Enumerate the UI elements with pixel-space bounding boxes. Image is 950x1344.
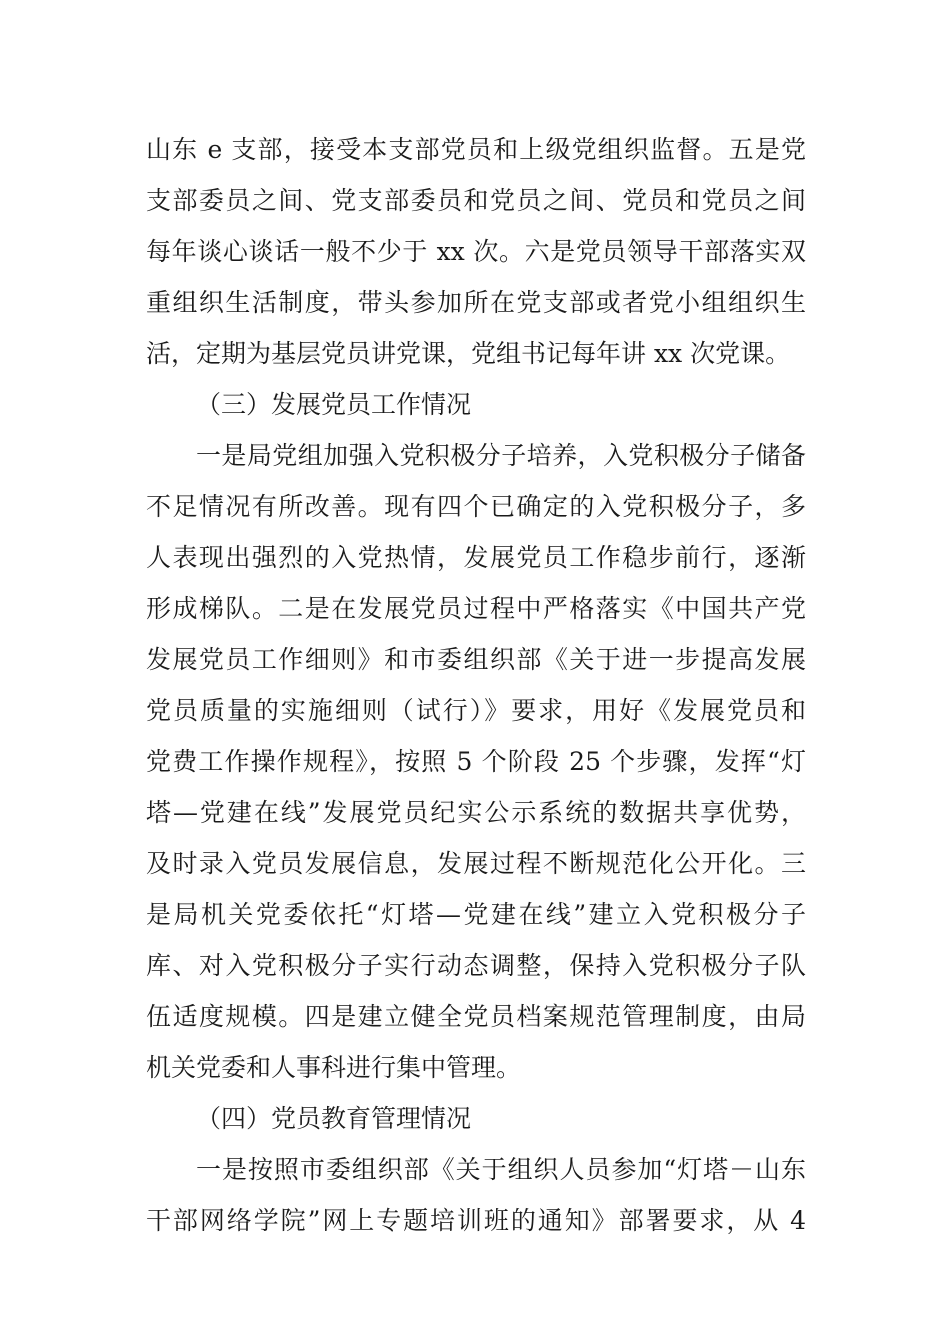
text-line: 重组织生活制度，带头参加所在党支部或者党小组组织生: [146, 288, 806, 317]
section-heading: （四）党员教育管理情况: [196, 1104, 472, 1133]
text-line: 是局机关党委依托“灯塔—党建在线”建立入党积极分子: [146, 900, 806, 929]
section-heading: （三）发展党员工作情况: [196, 390, 472, 419]
text-line: 干部网络学院”网上专题培训班的通知》部署要求，从 4: [146, 1206, 806, 1235]
document-body: [146, 124, 806, 1246]
text-line: 塔—党建在线”发展党员纪实公示系统的数据共享优势，: [146, 798, 806, 827]
text-line: 党员质量的实施细则（试行）》要求，用好《发展党员和: [146, 696, 806, 725]
text-line: 活，定期为基层党员讲党课，党组书记每年讲 xx 次党课。: [146, 339, 791, 368]
text-line: 形成梯队。二是在发展党员过程中严格落实《中国共产党: [146, 594, 806, 623]
text-line: 支部委员之间、党支部委员和党员之间、党员和党员之间: [146, 186, 806, 215]
text-line: 一是按照市委组织部《关于组织人员参加“灯塔－山东: [196, 1155, 806, 1184]
text-line: 人表现出强烈的入党热情，发展党员工作稳步前行，逐渐: [146, 543, 806, 572]
text-line: 每年谈心谈话一般不少于 xx 次。六是党员领导干部落实双: [146, 237, 806, 266]
text-line: 党费工作操作规程》，按照 5 个阶段 25 个步骤，发挥“灯: [146, 747, 806, 776]
text-line: 伍适度规模。四是建立健全党员档案规范管理制度，由局: [146, 1002, 806, 1031]
text-line: 不足情况有所改善。现有四个已确定的入党积极分子，多: [146, 492, 806, 521]
text-line: 山东 e 支部，接受本支部党员和上级党组织监督。五是党: [146, 135, 806, 164]
text-line: 发展党员工作细则》和市委组织部《关于进一步提高发展: [146, 645, 806, 674]
text-line: 及时录入党员发展信息，发展过程不断规范化公开化。三: [146, 849, 806, 878]
text-line: 机关党委和人事科进行集中管理。: [146, 1053, 522, 1082]
text-line: 一是局党组加强入党积极分子培养，入党积极分子储备: [196, 441, 806, 470]
text-line: 库、对入党积极分子实行动态调整，保持入党积极分子队: [146, 951, 806, 980]
